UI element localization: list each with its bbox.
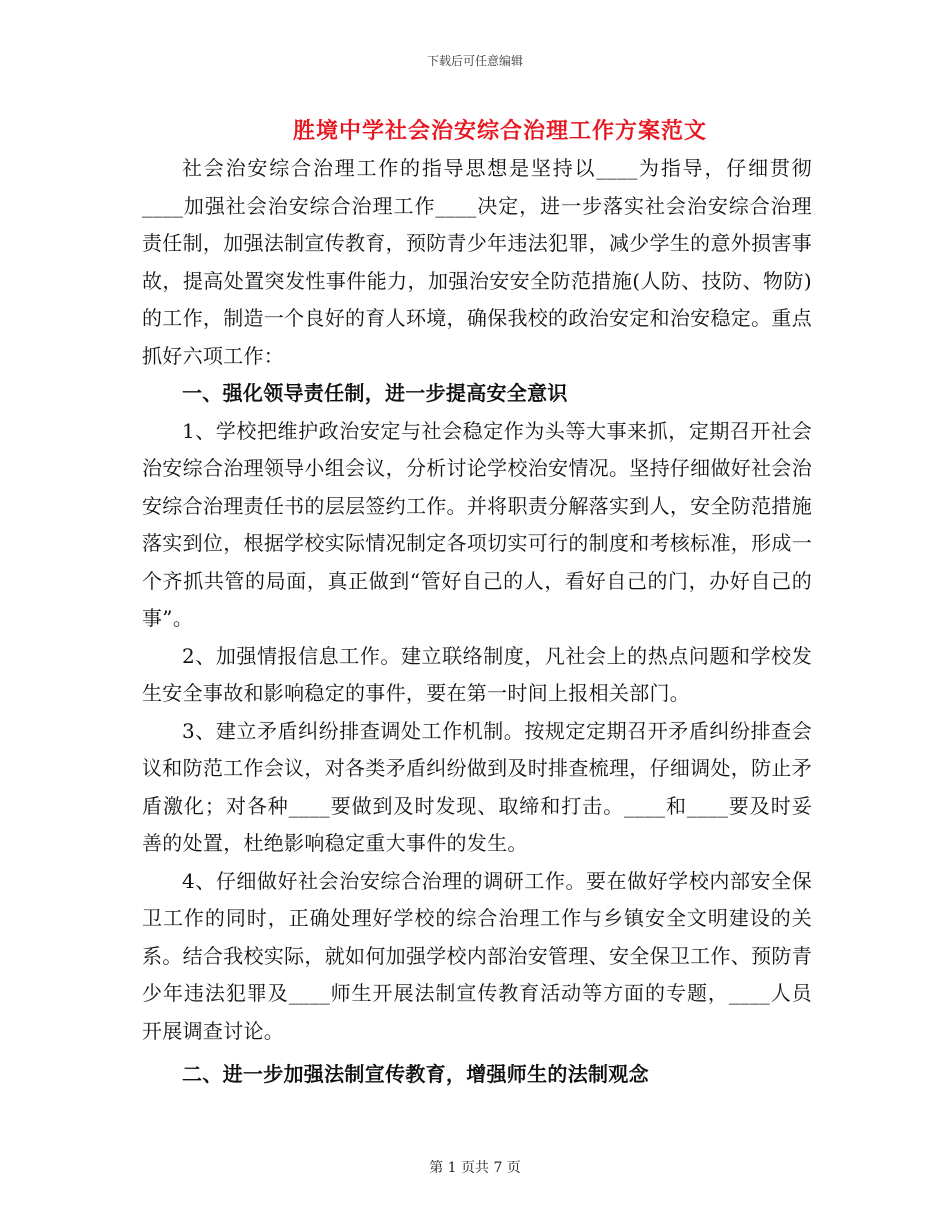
list-item-4: 4、仔细做好社会治安综合治理的调研工作。要在做好学校内部安全保卫工作的同时，正确处理好学校的综合治理工作与乡镇安全文明建设的关系。结合我校实际，就如何加强学校内部治安管理、安全保卫工作、预防青少年违法犯罪及____师生开展法制宣传教育活动等方面的专题，____人员开展调查讨论。 [142,868,812,1043]
header-note: 下载后可任意编辑 [426,54,523,68]
section-heading-2: 二、进一步加强法制宣传教育，增强师生的法制观念 [182,1062,649,1086]
section-heading-1: 一、强化领导责任制，进一步提高安全意识 [182,381,568,405]
list-item-1: 1、学校把维护政治安定与社会稳定作为头等大事来抓，定期召开社会治安综合治理领导小组会议，分析讨论学校治安情况。坚持仔细做好社会治安综合治理责任书的层层签约工作。并将职责分解落实到人，安全防范措施落实到位，根据学校实际情况制定各项切实可行的制度和考核标准，形成一个齐抓共管的局面，真正做到“管好自己的人，看好自己的门，办好自己的事”。 [142,418,812,630]
document-body [142,150,812,1094]
page-number: 第 1 页共 7 页 [429,1160,521,1176]
list-item-3: 3、建立矛盾纠纷排查调处工作机制。按规定定期召开矛盾纠纷排查会议和防范工作会议，对各类矛盾纠纷做到及时排查梳理，仔细调处，防止矛盾激化；对各种____要做到及时发现、取缔和打击。____和____要及时妥善的处置，杜绝影响稳定重大事件的发生。 [142,718,812,855]
intro-paragraph: 社会治安综合治理工作的指导思想是坚持以____为指导，仔细贯彻____加强社会治安综合治理工作____决定，进一步落实社会治安综合治理责任制，加强法制宣传教育，预防青少年违法犯罪，减少学生的意外损害事故，提高处置突发性事件能力，加强治安安全防范措施(人防、技防、物防)的工作，制造一个良好的育人环境，确保我校的政治安定和治安稳定。重点抓好六项工作： [142,156,812,368]
list-item-2: 2、加强情报信息工作。建立联络制度，凡社会上的热点问题和学校发生安全事故和影响稳定的事件，要在第一时间上报相关部门。 [142,643,812,705]
document-title: 胜境中学社会治安综合治理工作方案范文 [292,118,707,144]
